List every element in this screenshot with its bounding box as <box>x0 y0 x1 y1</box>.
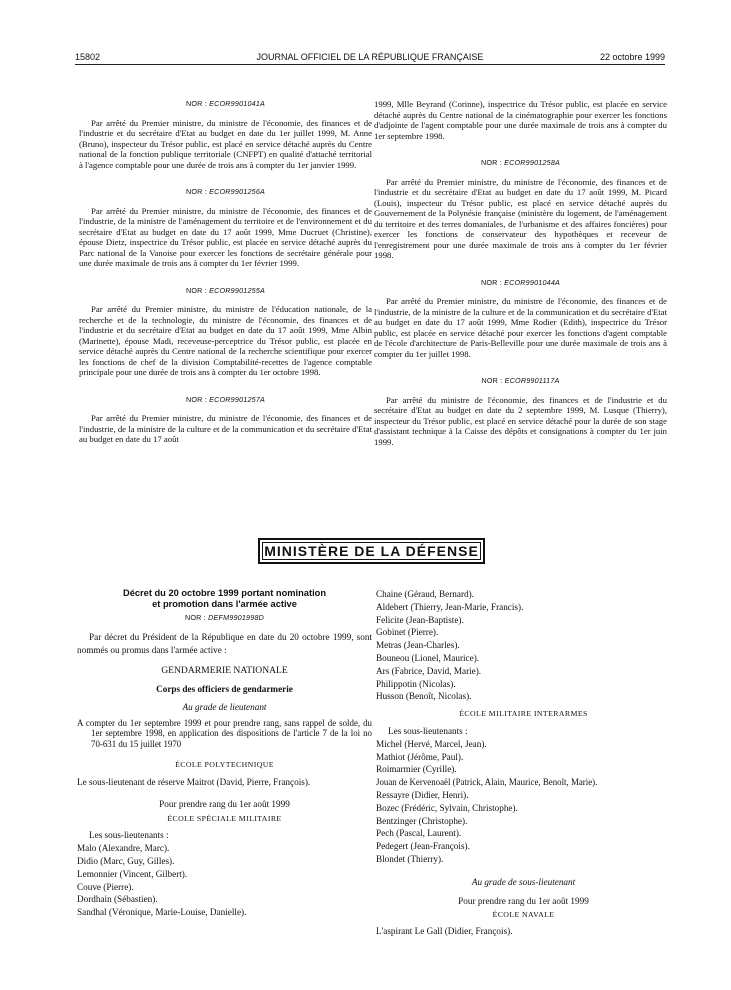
rank-date: Pour prendre rang du 1er août 1999 <box>458 895 589 906</box>
list-item: Aldebert (Thierry, Jean-Marie, Francis). <box>376 601 524 612</box>
list-item: Metras (Jean-Charles). <box>376 640 460 651</box>
list-item: Bentzinger (Christophe). <box>376 815 468 826</box>
decree-paragraph: Par arrêté du Premier ministre, du ministre de l'économie, des finances et de l'industrie et du secrétaire d'Etat au budget en date du 17 août 1999, M. Picard (Louis), inspecteur du Trésor public, est placé en service détaché auprès du Gouvernement de la Polynésie française (ministère du logement, de l'aménagement du territoire et des terres domaniales, de l'urbanisme et des affaires foncières) pour exercer les fonctions de conservateur des hypothèques et receveur de l'enregistrement pour une durée maximale de trois ans à compter du 1er février 1998. <box>374 176 667 260</box>
issue-date: 22 octobre 1999 <box>599 52 665 62</box>
list-item: Felicite (Jean-Baptiste). <box>376 614 464 625</box>
list-item: Bouneou (Lionel, Maurice). <box>376 652 480 663</box>
school-heading: ÉCOLE MILITAIRE INTERARMES <box>459 709 588 719</box>
list-item: Sandhal (Véronique, Marie-Louise, Danielle). <box>77 907 247 918</box>
list-item: Mathiot (Jérôme, Paul). <box>376 751 464 762</box>
aspirant-entry: L'aspirant Le Gall (Didier, François). <box>376 926 513 937</box>
decree-paragraph: Par arrêté du Premier ministre, du ministre de l'économie, des finances et de l'industrie, de la ministre de la culture et de la communication et du secrétaire d'Etat au budget en date du 17 août 1999, Mme Rodier (Edith), inspectrice du Trésor public, est placée en service détaché pour exercer les fonctions d'agent comptable de l'école d'architecture de Paris-Belleville pour une durée maximale de trois ans à compter du 1er juillet 1998. <box>374 296 667 359</box>
nor-reference: NOR : ECOR9901041A <box>185 99 266 108</box>
decree-intro: Par décret du Président de la République en date du 20 octobre 1999, sont nommés ou promus dans l'armée active : <box>77 631 372 655</box>
list-item: Husson (Benoît, Nicolas). <box>376 691 472 702</box>
reserve-entry: Le sous-lieutenant de réserve Maitrot (David, Pierre, François). <box>77 777 311 788</box>
list-item: Ars (Fabrice, David, Marie). <box>376 665 482 676</box>
decree-right-column <box>376 588 671 938</box>
decree-paragraph: Par arrêté du Premier ministre, du ministre de l'économie, des finances et de l'industrie, de la ministre de la culture et de la communication et du secrétaire d'Etat au budget en date du 17 août <box>79 413 372 444</box>
continued-paragraph: 1999, Mlle Beyrand (Corinne), inspectrice du Trésor public, est placée en service détaché auprès du Centre national de la cinématographie pour exercer les fonctions d'adjointe de l'agent comptable pour une durée maximale de trois ans à compter du 1er septembre 1998. <box>374 99 667 141</box>
list-item: Blondet (Thierry). <box>376 853 444 864</box>
list-item: Gobinet (Pierre). <box>376 627 439 638</box>
list-item: Roimarmier (Cyrille). <box>376 764 457 775</box>
nor-reference: NOR : ECOR9901256A <box>185 187 266 196</box>
nor-reference: NOR : ECOR9901117A <box>481 376 560 385</box>
list-item: Bozec (Frédéric, Sylvain, Christophe). <box>376 802 518 813</box>
list-item: Couve (Pierre). <box>77 881 134 892</box>
left-column <box>79 99 372 445</box>
list-item: Dordhain (Sébastien). <box>77 894 158 905</box>
list-label: Les sous-lieutenants : <box>89 830 169 841</box>
list-item: Michel (Hervé, Marcel, Jean). <box>376 738 487 749</box>
corps-heading: Corps des officiers de gendarmerie <box>156 684 293 695</box>
decree-title: Décret du 20 octobre 1999 portant nomination et promotion dans l'armée active <box>122 588 327 609</box>
decree-paragraph: Par arrêté du Premier ministre, du ministre de l'économie, des finances et de l'industrie et du secrétaire d'Etat au budget en date du 1er juillet 1999, M. Anne (Bruno), inspecteur du Trésor public, est placé en service détaché auprès du Centre national de la fonction publique territoriale (CNFPT) en qualité d'attaché territorial à l'agence comptable pour une durée de trois ans à compter du 1er janvier 1999. <box>79 117 372 170</box>
list-item: Jouan de Kervenoaël (Patrick, Alain, Maurice, Benoît, Marie). <box>376 777 598 788</box>
list-item: Philippotin (Nicolas). <box>376 678 456 689</box>
decree-paragraph: Par arrêté du Premier ministre, du ministre de l'éducation nationale, de la recherche et de la technologie, du ministre de l'économie, des finances et de l'industrie et du secrétaire d'Etat au budget en date du 17 août 1999, Mme Albin (Marinette), épouse Madi, receveuse-perceptrice du Trésor public, est placée en service détaché auprès du Centre national de la recherche scientifique pour exercer les fonctions de chef de la division Comptabilité-recettes de l'agence comptable principale pour une durée de trois ans à compter du 1er octobre 1998. <box>79 304 372 377</box>
nor-reference: NOR : ECOR9901255A <box>185 285 266 295</box>
nor-reference: NOR : ECOR9901258A <box>480 158 561 167</box>
nor-reference: NOR : DEFM9901998D <box>184 613 265 622</box>
list-label: Les sous-lieutenants : <box>388 725 468 736</box>
list-item: Chaine (Géraud, Bernard). <box>376 589 474 599</box>
decree-paragraph: Par arrêté du Premier ministre, du ministre de l'économie, des finances et de l'industrie, de la ministre de l'aménagement du territoire et de l'environnement et du secrétaire d'Etat au budget en date du 17 août 1999, Mme Ducruet (Christine), épouse Dietz, inspectrice du Trésor public, est placée en service détaché auprès du Parc national de la Vanoise pour exercer les fonctions de secrétaire générale pour une durée maximale de trois ans à compter du 1er février 1999. <box>79 205 372 268</box>
grade-heading: Au grade de lieutenant <box>182 701 267 712</box>
effect-paragraph: A compter du 1er septembre 1999 et pour prendre rang, sans rappel de solde, du 1er septembre 1998, en application des dispositions de l'article 7 de la loi no 70-631 du 15 juillet 1970 <box>77 717 372 749</box>
page-number: 15802 <box>75 52 101 62</box>
rank-date: Pour prendre rang du 1er août 1999 <box>159 798 290 809</box>
list-item: Lemonnier (Vincent, Gilbert). <box>77 868 188 879</box>
list-item: Didio (Marc, Guy, Gilles). <box>77 856 175 867</box>
ministry-banner: MINISTÈRE DE LA DÉFENSE <box>258 538 485 564</box>
list-item: Ressayre (Didier, Henri). <box>376 789 469 800</box>
school-heading: ÉCOLE NAVALE <box>492 910 555 920</box>
header-rule <box>75 64 665 65</box>
grade-heading: Au grade de sous-lieutenant <box>471 876 576 887</box>
decree-paragraph: Par arrêté du ministre de l'économie, des finances et de l'industrie et du secrétaire d'Etat au budget en date du 2 septembre 1999, M. Lusque (Thierry), inspecteur du Trésor public, est placé en service détaché pour la durée de son stage d'assistant technique à la Caisse des dépôts et consignations à compter du 1er juin 1999. <box>374 394 667 447</box>
journal-title: JOURNAL OFFICIEL DE LA RÉPUBLIQUE FRANÇAISE <box>256 52 484 62</box>
school-heading: ÉCOLE SPÉCIALE MILITAIRE <box>167 813 282 823</box>
right-column <box>374 99 667 447</box>
nor-reference: NOR : ECOR9901257A <box>185 394 266 404</box>
decree-left-column <box>77 588 372 919</box>
section-heading: GENDARMERIE NATIONALE <box>161 665 288 677</box>
nor-reference: NOR : ECOR9901044A <box>480 277 561 287</box>
school-heading: ÉCOLE POLYTECHNIQUE <box>175 760 274 770</box>
list-item: Malo (Alexandre, Marc). <box>77 843 170 854</box>
list-item: Pedegert (Jean-François). <box>376 841 470 852</box>
list-item: Pech (Pascal, Laurent). <box>376 828 462 839</box>
